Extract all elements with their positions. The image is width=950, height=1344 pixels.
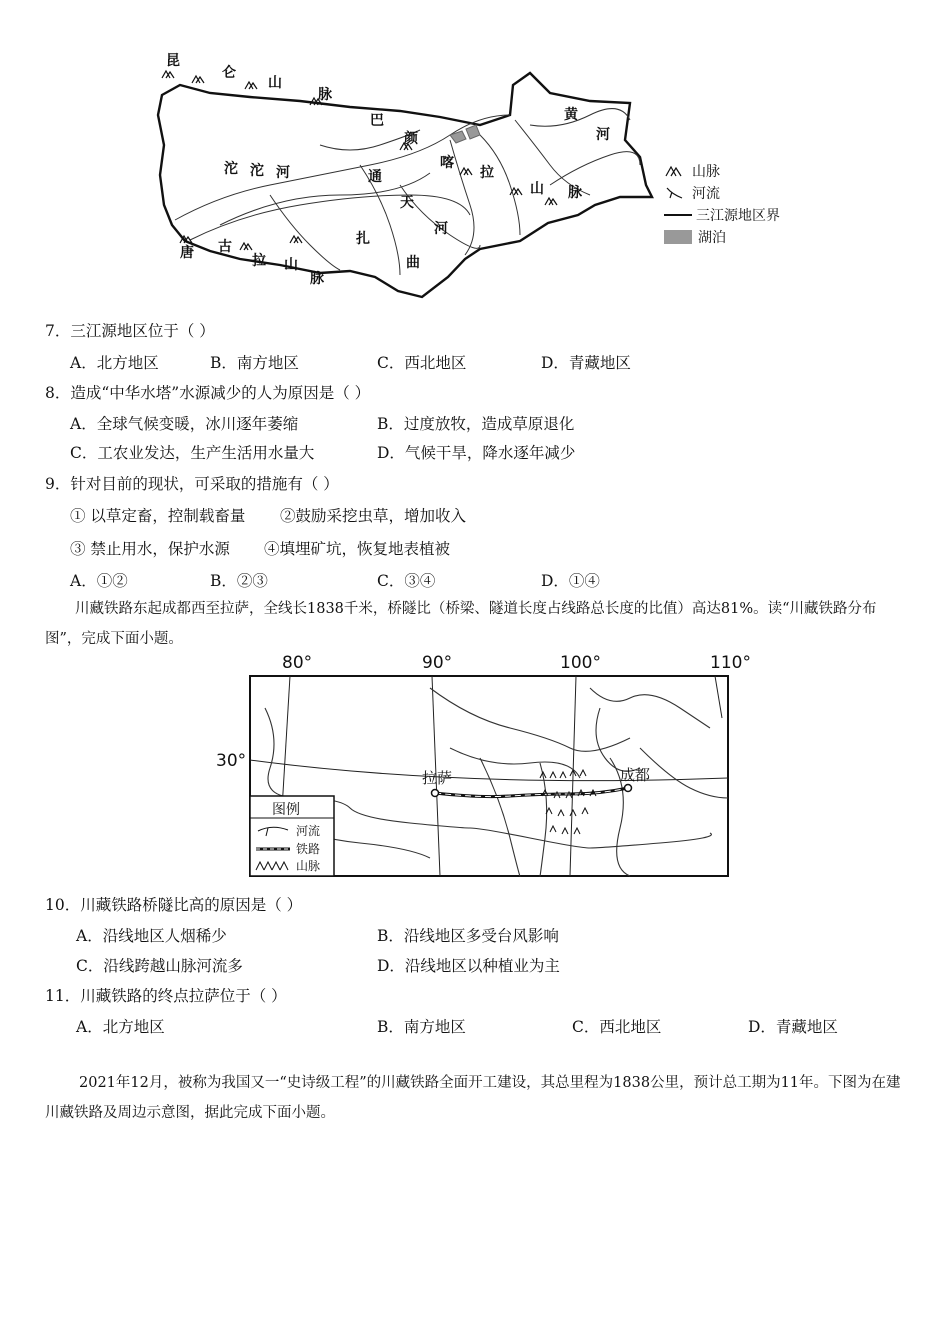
- q11-option-d[interactable]: D．青藏地区: [748, 1018, 838, 1036]
- q7-option-a[interactable]: A．北方地区: [70, 354, 159, 372]
- q9-option-a[interactable]: A．①②: [70, 572, 128, 590]
- lon-label-90: 90°: [422, 653, 453, 673]
- kunlun-char: 仑: [222, 65, 236, 81]
- tongtian-char: 天: [400, 195, 414, 211]
- legend-mountain: 山脉: [296, 859, 321, 873]
- boundary-icon: [664, 208, 692, 222]
- q8-option-b[interactable]: B．过度放牧，造成草原退化: [377, 415, 575, 433]
- huanghe-char: 黄: [564, 107, 578, 123]
- legend-boundary-label: 三江源地区界: [696, 208, 780, 224]
- legend-river-label: 河流: [692, 186, 720, 202]
- chengdu-label: 成都: [620, 766, 651, 784]
- q9-option-d[interactable]: D．①④: [541, 572, 600, 590]
- bayankala-char: 颜: [404, 131, 418, 147]
- zaqu-char: 曲: [406, 255, 420, 271]
- q11-option-c[interactable]: C．西北地区: [572, 1018, 662, 1036]
- legend-mountain-label: 山脉: [692, 164, 720, 180]
- legend-river: 河流: [296, 824, 321, 838]
- huanghe-char: 河: [596, 127, 610, 143]
- q9-option-b[interactable]: B．②③: [210, 572, 268, 590]
- intro-paragraph-2: 2021年12月，被称为我国又一“史诗级工程”的川藏铁路全面开工建设，其总里程为1838公里，预计总工期为11年。下图为在建川藏铁路及周边示意图，据此完成下面小题。: [45, 1075, 901, 1121]
- lon-label-100: 100°: [560, 653, 601, 673]
- q10-option-a[interactable]: A．沿线地区人烟稀少: [76, 927, 227, 945]
- tuotuo-char: 沱: [250, 163, 264, 179]
- question-8-stem: 8．造成“中华水塔”水源减少的人为原因是（ ）: [45, 384, 371, 402]
- tuotuo-char: 河: [276, 165, 290, 181]
- legend-lake-label: 湖泊: [698, 230, 726, 246]
- lon-label-110: 110°: [710, 653, 751, 673]
- sanjiangyuan-map: [150, 45, 670, 305]
- q7-option-c[interactable]: C．西北地区: [377, 354, 467, 372]
- q7-option-b[interactable]: B．南方地区: [210, 354, 299, 372]
- q9-item-4: ④填埋矿坑，恢复地表植被: [264, 540, 451, 558]
- sichuan-tibet-railway-map: [210, 648, 751, 884]
- zaqu-char: 扎: [356, 231, 370, 247]
- q8-option-d[interactable]: D．气候干旱，降水逐年减少: [377, 444, 576, 462]
- question-7-stem: 7．三江源地区位于（ ）: [45, 322, 215, 340]
- lake-swatch: [664, 230, 692, 244]
- lhasa-label: 拉萨: [422, 769, 453, 787]
- tanggula-char: 唐: [180, 245, 194, 261]
- legend-railway: 铁路: [296, 842, 321, 856]
- q8-option-a[interactable]: A．全球气候变暖，冰川逐年萎缩: [70, 415, 299, 433]
- q10-option-c[interactable]: C．沿线跨越山脉河流多: [76, 957, 243, 975]
- q9-item-3: ③ 禁止用水，保护水源: [70, 540, 230, 558]
- kunlun-char: 脉: [318, 87, 332, 103]
- q7-option-d[interactable]: D．青藏地区: [541, 354, 631, 372]
- tuotuo-char: 沱: [224, 161, 238, 177]
- tanggula-char: 拉: [252, 253, 266, 269]
- q9-option-c[interactable]: C．③④: [377, 572, 436, 590]
- tongtian-char: 河: [434, 221, 448, 237]
- tanggula-char: 脉: [310, 271, 324, 287]
- tongtian-char: 通: [368, 169, 382, 185]
- map1-legend: [664, 160, 814, 248]
- river-icon: [664, 186, 686, 200]
- q11-option-b[interactable]: B．南方地区: [377, 1018, 466, 1036]
- bayankala-char: 拉: [480, 165, 494, 181]
- lhasa-marker: [432, 790, 439, 797]
- bayankala-char: 喀: [440, 155, 454, 171]
- q9-item-1: ① 以草定畜，控制载畜量: [70, 507, 246, 525]
- q10-option-b[interactable]: B．沿线地区多受台风影响: [377, 927, 559, 945]
- question-11-stem: 11．川藏铁路的终点拉萨位于（ ）: [45, 987, 287, 1005]
- lat-label-30: 30°: [216, 751, 247, 771]
- chengdu-marker: [625, 785, 632, 792]
- map2-legend: [250, 796, 334, 876]
- kunlun-char: 昆: [166, 53, 180, 69]
- question-9-stem: 9．针对目前的现状，可采取的措施有（ ）: [45, 475, 339, 493]
- bayankala-char: 脉: [568, 185, 582, 201]
- mountain-icon: [664, 164, 686, 178]
- q8-option-c[interactable]: C．工农业发达，生产生活用水量大: [70, 444, 315, 462]
- tanggula-char: 古: [218, 239, 232, 255]
- lon-label-80: 80°: [282, 653, 313, 673]
- kunlun-char: 山: [268, 75, 282, 91]
- bayankala-char: 山: [530, 181, 544, 197]
- bayankala-char: 巴: [370, 113, 384, 129]
- question-10-stem: 10．川藏铁路桥隧比高的原因是（ ）: [45, 896, 303, 914]
- q11-option-a[interactable]: A．北方地区: [76, 1018, 165, 1036]
- lake: [466, 125, 480, 139]
- lake: [450, 131, 466, 143]
- q9-item-2: ②鼓励采挖虫草，增加收入: [280, 507, 467, 525]
- tanggula-char: 山: [284, 257, 298, 273]
- intro-paragraph-1: 川藏铁路东起成都西至拉萨，全线长1838千米，桥隧比（桥梁、隧道长度占线路总长度的比值）高达81%。读“川藏铁路分布图”，完成下面小题。: [45, 601, 877, 647]
- legend-title: 图例: [272, 802, 300, 818]
- q10-option-d[interactable]: D．沿线地区以种植业为主: [377, 957, 560, 975]
